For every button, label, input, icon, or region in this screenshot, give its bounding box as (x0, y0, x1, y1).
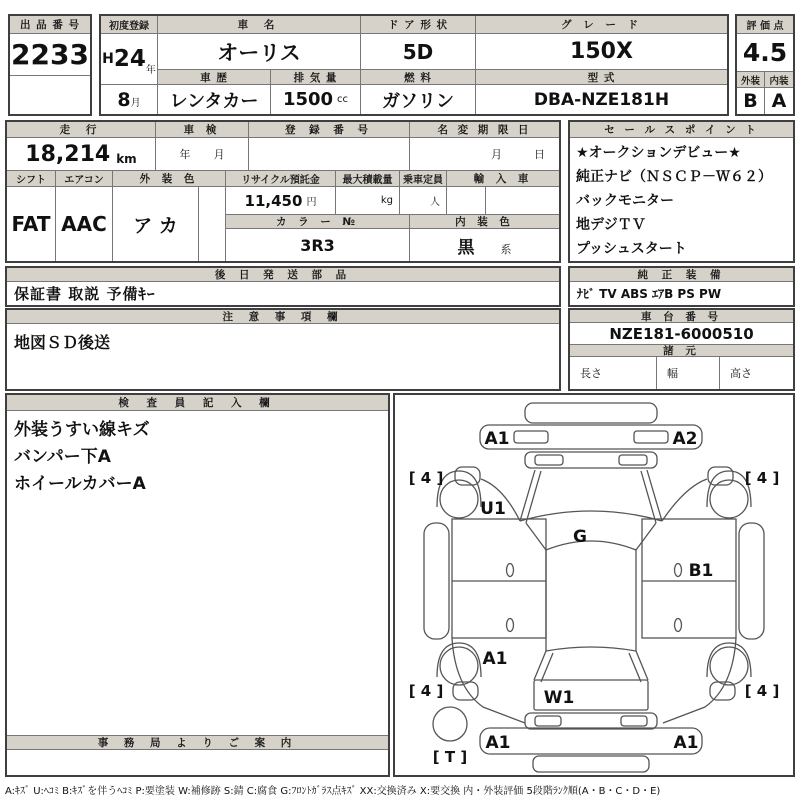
sales-points-box (568, 120, 795, 263)
mileage-unit: km (116, 152, 137, 166)
mark-spare-tire: [ T ] (432, 748, 468, 766)
oem-equipment-box (568, 266, 795, 307)
mark-tire-front-right: [ 4 ] (744, 469, 780, 487)
inspection-value (156, 138, 249, 171)
registration-number-label: 登 録 番 号 (249, 122, 410, 138)
recycle-deposit-label: リサイクル預託金 (226, 171, 336, 187)
office-info-label: 事 務 局 よ り ご 案 内 (7, 735, 388, 750)
roof-shape (546, 550, 636, 651)
mark-tire-rear-right: [ 4 ] (744, 682, 780, 700)
a-pillar-right (636, 470, 662, 550)
name-change-deadline-label: 名 変 期 限 日 (410, 122, 559, 138)
mileage-label: 走 行 (7, 122, 156, 138)
sales-point-item: ★オークションデビュー★ (576, 145, 741, 161)
later-shipping-parts-label: 後 日 発 送 部 品 (7, 268, 559, 282)
right-sill-shape (739, 523, 764, 639)
sales-point-item: 地デジＴＶ (576, 217, 646, 233)
body-color-label: 外 装 色 (113, 171, 226, 187)
front-bumper-shape (525, 403, 657, 423)
mark-tire-front-left: [ 4 ] (408, 469, 444, 487)
front-right-fender-line (662, 479, 707, 521)
year-number: 24 (113, 46, 146, 72)
mark-tire-rear-left: [ 4 ] (408, 682, 444, 700)
mileage-number: 18,214 (25, 141, 111, 167)
interior-color-value (410, 229, 559, 261)
a-pillar-left (520, 470, 546, 550)
wiper-left-shape (535, 455, 563, 465)
rear-under-panel-shape (533, 756, 649, 772)
spec-width-label: 幅 (657, 357, 720, 389)
car-name-value: オーリス (158, 34, 361, 70)
later-shipping-parts-box (5, 266, 561, 307)
rear-left-arch (437, 643, 481, 677)
mark-bumper-rear-right: A1 (673, 733, 699, 753)
rear-right-arch (707, 643, 751, 677)
mark-hood-right: A2 (672, 429, 698, 449)
max-load-label: 最大積載量 (336, 171, 400, 187)
history-value: レンタカー (158, 85, 271, 114)
inspector-note-line: バンパー下A (14, 447, 111, 467)
inspection-label: 車 検 (156, 122, 249, 138)
headlight-right-shape (634, 431, 668, 443)
recycle-deposit-value (226, 187, 336, 215)
interior-grade-label: 内装 (765, 72, 793, 88)
inspector-note-line: ホイールカバーA (14, 474, 146, 494)
displacement-label: 排 気 量 (271, 70, 361, 85)
month-unit: 月 (130, 98, 141, 109)
spec-length-label: 長さ (570, 357, 657, 389)
capacity-label: 乗車定員 (400, 171, 447, 187)
name-change-day-unit: 日 (534, 148, 545, 161)
wiper-right-shape (619, 455, 647, 465)
interior-color-main: 黒 (457, 237, 475, 258)
interior-color-suffix: 系 (500, 243, 512, 256)
mark-rear-window: W1 (543, 688, 575, 708)
later-shipping-parts-value: 保証書 取説 予備ｷｰ (14, 285, 156, 303)
interior-color-label: 内 装 色 (410, 215, 559, 229)
history-label: 車 歴 (158, 70, 271, 85)
c-pillar-left (534, 651, 553, 682)
front-left-wheel (440, 480, 478, 518)
caution-notes-box (5, 308, 561, 391)
right-front-door-handle (675, 564, 682, 577)
chassis-number-value: NZE181-6000510 (570, 323, 793, 345)
left-rear-door-handle (507, 619, 514, 632)
rear-right-wheel (710, 647, 748, 685)
month-number: 8 (117, 88, 131, 111)
front-right-wheel (710, 480, 748, 518)
sales-points-list (576, 141, 790, 261)
recycle-deposit-number: 11,450 (244, 191, 303, 210)
first-registration-year (101, 34, 158, 85)
body-color-extra-cell (199, 187, 226, 261)
caution-notes-label: 注 意 事 項 欄 (7, 310, 559, 324)
shift-value: FAT (7, 187, 56, 261)
rear-bumper-shape (480, 728, 702, 754)
taillight-right-shape (621, 716, 647, 726)
first-registration-label: 初度登録 (101, 16, 158, 34)
damage-diagram-box (393, 393, 795, 777)
lot-number-label: 出 品 番 号 (10, 16, 90, 34)
oem-equipment-label: 純 正 装 備 (570, 268, 793, 282)
inspector-notes-lines (14, 417, 382, 498)
spare-tire-shape (433, 707, 467, 741)
inspection-month-unit: 月 (213, 148, 225, 161)
name-change-deadline-value (410, 138, 559, 171)
door-shape-label: ド ア 形 状 (361, 16, 476, 34)
interior-grade-value: A (771, 90, 787, 112)
chassis-specs-box (568, 308, 795, 391)
shift-label: シフト (7, 171, 56, 187)
spec-height-label: 高さ (730, 367, 752, 380)
mark-fender-front-left: U1 (480, 499, 506, 519)
taillight-left-shape (535, 716, 561, 726)
color-no-value: 3R3 (226, 229, 410, 261)
headlight-left-shape (514, 431, 548, 443)
door-shape-value: 5D (361, 34, 476, 70)
fuel-value: ガソリン (361, 85, 476, 114)
import-cell-divider (485, 187, 486, 215)
vehicle-summary-table (99, 14, 729, 116)
rear-left-wheel (440, 647, 478, 685)
score-box (735, 14, 795, 116)
name-change-month-unit: 月 (491, 148, 502, 161)
mark-bumper-rear-left: A1 (485, 733, 511, 753)
specs-label: 諸 元 (570, 345, 793, 357)
mileage-value (7, 138, 156, 171)
body-color-value: ア カ (113, 187, 199, 261)
mark-quarter-rear-left: A1 (482, 649, 508, 669)
lot-number-value: 2233 (10, 34, 90, 76)
lot-number-box (8, 14, 92, 116)
recycle-deposit-unit: 円 (306, 197, 317, 208)
inspection-year-unit: 年 (179, 148, 191, 161)
left-doors-shape (452, 519, 546, 638)
model-code-value: DBA-NZE181H (533, 89, 670, 110)
left-front-door-handle (507, 564, 514, 577)
inspector-notes-label: 検 査 員 記 入 欄 (7, 395, 388, 411)
registration-number-value (249, 138, 410, 171)
year-unit: 年 (145, 65, 156, 76)
damage-diagram (395, 395, 793, 775)
sales-point-item: プッシュスタート (576, 241, 687, 257)
era-letter: H (102, 51, 114, 67)
exterior-grade-value: B (737, 88, 765, 114)
score-value: 4.5 (737, 34, 793, 72)
chassis-number-label: 車 台 番 号 (570, 310, 793, 323)
caution-notes-value: 地図ＳＤ後送 (14, 333, 111, 352)
car-name-label: 車 名 (158, 16, 361, 34)
sales-point-item: 純正ナビ（ＮＳＣＰ－Ｗ６２） (576, 169, 772, 185)
mark-door-rear-right: B1 (688, 561, 714, 581)
aircon-label: エアコン (56, 171, 113, 187)
right-rear-door-handle (675, 619, 682, 632)
vehicle-detail-table (5, 120, 561, 263)
sales-point-item: バックモニター (576, 193, 674, 209)
aircon-value: AAC (56, 187, 113, 261)
rear-right-quarter-line (663, 638, 736, 723)
color-no-label: カ ラ ー № (226, 215, 410, 229)
oem-equipment-value: ﾅﾋﾞ TV ABS ｴｱB PS PW (577, 287, 722, 301)
c-pillar-right (629, 651, 648, 682)
displacement-value (271, 85, 361, 114)
sales-points-label: セ ー ル ス ポ イ ン ト (570, 122, 793, 138)
fuel-label: 燃 料 (361, 70, 476, 85)
footer-legend: A:ｷｽﾞ U:ﾍｺﾐ B:ｷｽﾞを伴うﾍｺﾐ P:要塗装 W:補修跡 S:錆 C:腐食 G:ﾌﾛﾝﾄｶﾞﾗｽ点ｷｽﾞ XX:交換済み X:要交換 内・外装評価 5段階ﾗﾝｸ順(A・B・C・D・E) (5, 786, 661, 797)
capacity-value: 人 (400, 187, 447, 215)
displacement-unit: cc (337, 94, 349, 105)
inspector-notes-box (5, 393, 390, 777)
model-code-label: 型 式 (476, 70, 727, 85)
grade-label: グ レ ー ド (476, 16, 727, 34)
mark-windshield: G (573, 527, 587, 547)
inspector-note-line: 外装うすい線キズ (14, 420, 150, 440)
hood-shape (480, 425, 702, 449)
exterior-grade-label: 外装 (737, 72, 765, 88)
score-label: 評 価 点 (737, 16, 793, 34)
import-car-value (447, 187, 559, 215)
mark-hood-left: A1 (484, 429, 510, 449)
left-sill-shape (424, 523, 449, 639)
first-registration-month (101, 85, 158, 114)
max-load-value: kg (336, 187, 400, 215)
import-car-label: 輸 入 車 (447, 171, 559, 187)
displacement-number: 1500 (282, 89, 334, 110)
car-body-outline (424, 403, 764, 772)
grade-value: 150X (476, 34, 727, 70)
